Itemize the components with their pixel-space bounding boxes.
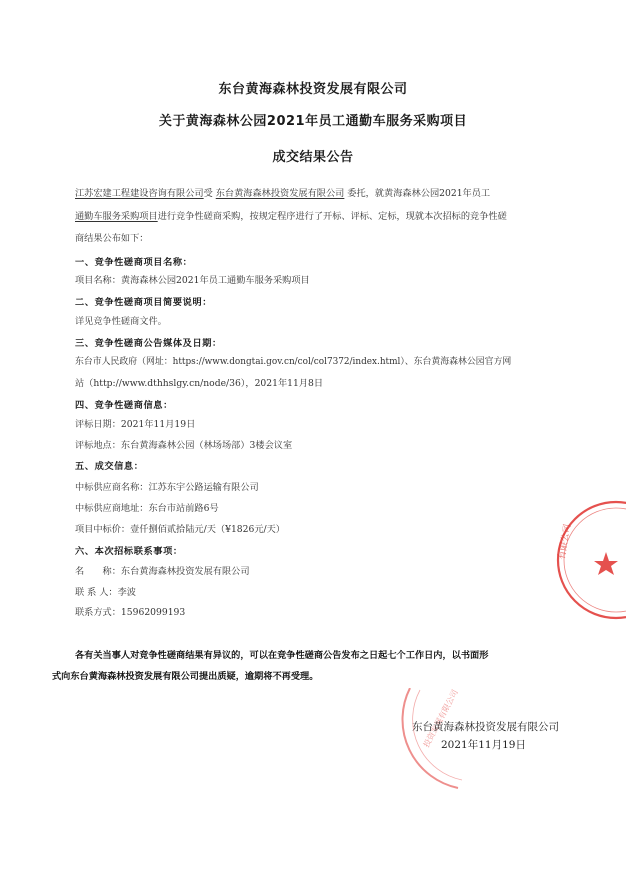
- section-3-line-1: 东台市人民政府（网址：https://www.dongtai.gov.cn/col/col7372/index.html）、东台黄海森林公园官方网: [75, 357, 512, 367]
- intro-line-2: [75, 210, 555, 223]
- closing-line-1: 各有关当事人对竞争性磋商结果有异议的，可以在竞争性磋商公告发布之日起七个工作日内，以书面形: [75, 650, 489, 661]
- closing-line-2: 式向东台黄海森林投资发展有限公司提出质疑，逾期将不再受理。: [52, 671, 319, 682]
- review-place: 评标地点：东台黄海森林公园（林场场部）3楼会议室: [75, 440, 293, 451]
- section-1-heading: 一、竞争性磋商项目名称：: [75, 257, 193, 268]
- svg-text:投资发展有限公司: 投资发展有限公司: [421, 688, 460, 749]
- contact-org-name: 名 称：东台黄海森林投资发展有限公司: [75, 566, 250, 577]
- project-title: 关于黄海森林公园2021年员工通勤车服务采购项目: [158, 114, 468, 129]
- project-name-cont: 通勤车服务采购项目: [75, 211, 158, 222]
- section-1-content: 项目名称：黄海森林公园2021年员工通勤车服务采购项目: [75, 275, 310, 286]
- client-name: 东台黄海森林投资发展有限公司: [215, 188, 345, 199]
- section-6-heading: 六、本次招标联系事项：: [75, 546, 183, 557]
- company-seal-right: [548, 496, 626, 624]
- signature-date: 2021年11月19日: [441, 739, 526, 751]
- client-suffix: 委托，就黄海森林公园2021年员工: [347, 188, 491, 199]
- svg-text:有限公司: 有限公司: [557, 523, 574, 561]
- supplier-address: 中标供应商地址：东台市站前路6号: [75, 503, 219, 514]
- agent-suffix: 受: [203, 188, 213, 199]
- section-3-heading: 三、竞争性磋商公告媒体及日期：: [75, 338, 222, 349]
- contact-phone: 联系方式：15962099193: [75, 607, 186, 618]
- agent-name: 江苏宏建工程建设咨询有限公司: [75, 188, 204, 199]
- notice-title: 成交结果公告: [272, 150, 354, 165]
- supplier-name: 中标供应商名称：江苏东宇公路运输有限公司: [75, 482, 259, 493]
- intro-line-1: [75, 187, 555, 200]
- review-date: 评标日期：2021年11月19日: [75, 419, 196, 430]
- section-2-heading: 二、竞争性磋商项目简要说明：: [75, 297, 213, 308]
- section-2-content: 详见竞争性磋商文件。: [75, 316, 167, 327]
- intro-line-3: 商结果公布如下：: [75, 233, 149, 244]
- company-title: 东台黄海森林投资发展有限公司: [218, 82, 408, 97]
- section-5-heading: 五、成交信息：: [75, 461, 144, 472]
- intro-line-2-rest: 进行竞争性磋商采购，按规定程序进行了开标、评标、定标，现就本次招标的竞争性磋: [157, 211, 507, 222]
- section-3-line-2: 站（http://www.dthhslgy.cn/node/36），2021年11月8日: [75, 378, 324, 389]
- signature-company: 东台黄海森林投资发展有限公司: [412, 721, 559, 733]
- contact-person: 联 系 人：李波: [75, 587, 136, 598]
- winning-price: 项目中标价：壹仟捌佰贰拾陆元/天（¥1826元/天）: [75, 524, 285, 535]
- section-4-heading: 四、竞争性磋商信息：: [75, 400, 173, 411]
